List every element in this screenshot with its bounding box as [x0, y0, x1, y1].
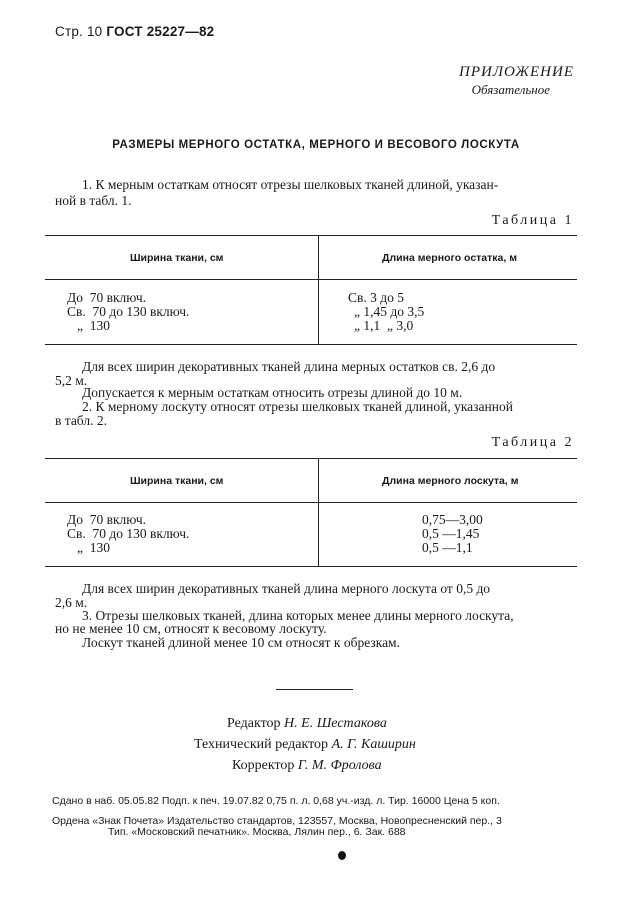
para2-line2: 5,2 м.: [55, 373, 88, 388]
appendix-subtitle: Обязательное: [471, 82, 550, 97]
table2-top-rule: [45, 458, 577, 459]
para1-line2: ной в табл. 1.: [55, 193, 132, 208]
para3-line5: Лоскут тканей длиной менее 10 см относят к обрезкам.: [82, 635, 400, 650]
table1-col1-header: Ширина ткани, см: [130, 252, 224, 264]
credit-tech-editor: [194, 734, 416, 755]
para1-line1: 1. К мерным остаткам относят отрезы шелковых тканей длиной, указан-: [82, 177, 499, 192]
tech-editor-label: Технический редактор: [194, 737, 329, 752]
ink-dot-mark: [338, 851, 346, 860]
table2-col2-row3: 0,5 —1,1: [422, 540, 473, 555]
editor-label: Редактор: [227, 716, 281, 731]
table2-col1-header: Ширина ткани, см: [130, 475, 224, 487]
imprint-line3: Тип. «Московский печатник». Москва, Лялин пер., 6. Зак. 688: [108, 826, 406, 838]
para2-line5: в табл. 2.: [55, 413, 107, 428]
credit-corrector: [232, 755, 382, 776]
credit-editor: [227, 713, 387, 734]
table2-col2-row1: 0,75—3,00: [422, 512, 483, 527]
corrector-label: Корректор: [232, 758, 295, 773]
table2-col1-row3: „ 130: [77, 540, 110, 555]
para2-line1: Для всех ширин декоративных тканей длина мерных остатков св. 2,6 до: [82, 359, 496, 374]
table2-bottom-rule: [45, 566, 577, 567]
imprint-line2: Ордена «Знак Почета» Издательство стандартов, 123557, Москва, Новопресненский пер., 3: [52, 815, 502, 827]
table2-header-rule: [45, 502, 577, 503]
tech-editor-name: А. Г. Каширин: [331, 737, 416, 752]
appendix-title: ПРИЛОЖЕНИЕ: [459, 64, 574, 80]
table1-col2-header: Длина мерного остатка, м: [382, 252, 517, 264]
table1-col2-row1: Св. 3 до 5: [348, 290, 404, 305]
para3-line4: но не менее 10 см, относят к весовому лоскуту.: [55, 621, 327, 636]
document-title: РАЗМЕРЫ МЕРНОГО ОСТАТКА, МЕРНОГО И ВЕСОВОГО ЛОСКУТА: [112, 139, 520, 151]
table2-col2-row2: 0,5 —1,45: [422, 526, 480, 541]
para2-line4: 2. К мерному лоскуту относят отрезы шелковых тканей длиной, указанной: [82, 399, 513, 414]
table2-col1-row1: До 70 включ.: [67, 512, 146, 527]
table1-col2-row2: „ 1,45 до 3,5: [354, 304, 425, 319]
para3-line1: Для всех ширин декоративных тканей длина мерного лоскута от 0,5 до: [82, 581, 491, 596]
page-number: Стр. 10: [55, 24, 103, 39]
corrector-name: Г. М. Фролова: [297, 758, 382, 773]
page-header: [55, 24, 214, 39]
table1-bottom-rule: [45, 344, 577, 345]
table2-col1-row2: Св. 70 до 130 включ.: [67, 526, 190, 541]
table1-col1-row1: До 70 включ.: [67, 290, 146, 305]
para2-line3: Допускается к мерным остаткам относить отрезы длиной до 10 м.: [82, 385, 463, 400]
table1-col1-row3: „ 130: [77, 318, 110, 333]
para3-line3: 3. Отрезы шелковых тканей, длина которых менее длины мерного лоскута,: [82, 608, 514, 623]
table1-col1-row2: Св. 70 до 130 включ.: [67, 304, 190, 319]
table1-header-rule: [45, 279, 577, 280]
table1-column-rule: [318, 236, 319, 344]
table2-col2-header: Длина мерного лоскута, м: [382, 475, 519, 487]
table2-column-rule: [318, 459, 319, 566]
separator-rule: [276, 689, 353, 690]
table1-caption: Таблица 1: [491, 213, 574, 228]
gost-number: ГОСТ 25227—82: [106, 24, 215, 39]
editor-name: Н. Е. Шестакова: [284, 716, 387, 731]
imprint-line1: Сдано в наб. 05.05.82 Подп. к печ. 19.07.82 0,75 п. л. 0,68 уч.-изд. л. Тир. 16000 Цена 5 коп.: [52, 795, 500, 807]
para3-line2: 2,6 м.: [55, 595, 88, 610]
table1-top-rule: [45, 235, 577, 236]
table1-col2-row3: „ 1,1 „ 3,0: [354, 318, 414, 333]
table2-caption: Таблица 2: [491, 435, 574, 450]
